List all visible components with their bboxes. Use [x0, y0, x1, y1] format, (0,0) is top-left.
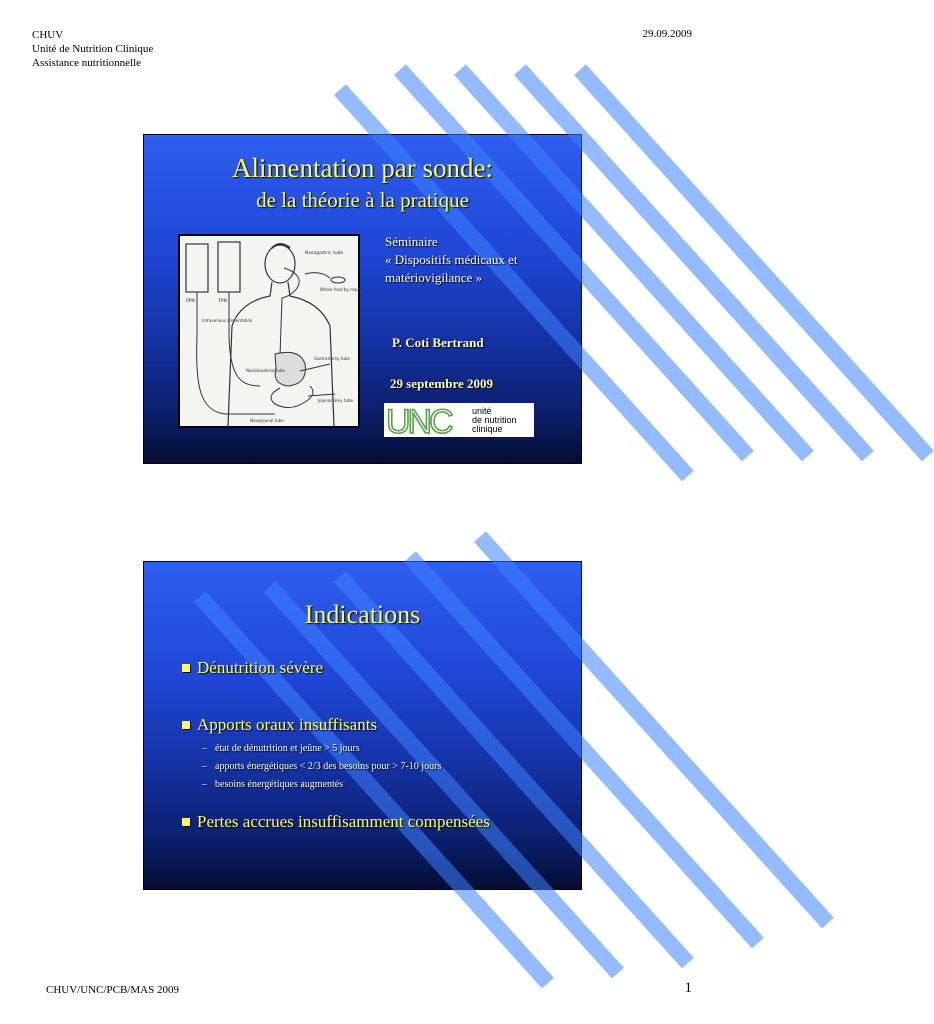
bullet-item — [182, 715, 377, 735]
header-line-2: Unité de Nutrition Clinique — [32, 43, 154, 55]
label-ppn: PPN — [186, 299, 195, 304]
label-whole-food: Whole food by mouth — [320, 287, 364, 292]
bullet-item — [182, 812, 490, 832]
seminar-info — [385, 233, 565, 287]
sub-bullet-text: apports énergétiques < 2/3 des besoins pour > 7-10 jours — [215, 761, 442, 772]
sub-bullet-item — [202, 758, 441, 776]
footer-reference: CHUV/UNC/PCB/MAS 2009 — [46, 984, 179, 996]
slide-1 — [143, 134, 582, 464]
label-intravenous: Intravenous alimentation — [202, 318, 253, 323]
label-gastrostomy: Gastrostomy tube — [314, 356, 350, 361]
anatomy-diagram — [180, 236, 364, 426]
unc-logo-mark — [384, 403, 468, 441]
bullet-item — [182, 658, 323, 678]
label-nasoduodenal: Nasoduodenal tube — [246, 368, 285, 373]
unc-logo — [384, 403, 534, 441]
bullet-square-icon — [182, 818, 190, 826]
logo-line-3: clinique — [472, 423, 503, 434]
page-header — [32, 28, 153, 70]
sub-bullet-list — [202, 740, 441, 794]
sub-bullet-item — [202, 776, 441, 794]
label-tpn: TPN — [218, 299, 227, 304]
slide-1-subtitle: de la théorie à la pratique — [256, 188, 469, 212]
bullet-text: Pertes accrues insuffisamment compensées — [197, 812, 490, 831]
sub-bullet-text: besoins énergétiques augmentés — [215, 779, 344, 790]
logo-line-2: de nutrition — [472, 414, 517, 425]
dash-marker: – — [202, 743, 207, 754]
seminar-label: Séminaire — [385, 234, 438, 249]
slide-2-title: Indications — [304, 600, 421, 629]
bullet-square-icon — [182, 721, 190, 729]
logo-mark-text: UNC — [386, 403, 451, 441]
label-nasojejunal: Nasojejunal tube — [250, 418, 284, 423]
seminar-date: 29 septembre 2009 — [390, 376, 494, 391]
label-jejunostomy: Jejunostomy tube — [318, 398, 354, 403]
dash-marker: – — [202, 761, 207, 772]
logo-wordmark — [472, 407, 517, 434]
label-nasogastric: Nasogastric tube — [305, 251, 344, 256]
header-line-3: Assistance nutritionnelle — [32, 57, 142, 69]
logo-line-1: unité — [472, 405, 492, 416]
slide-2 — [143, 561, 582, 890]
page-number: 1 — [684, 980, 692, 996]
bullet-square-icon — [182, 664, 190, 672]
author-name: P. Coti Bertrand — [392, 335, 484, 350]
sub-bullet-text: état de dénutrition et jeûne > 5 jours — [215, 743, 360, 754]
dash-marker: – — [202, 779, 207, 790]
header-date: 29.09.2009 — [642, 28, 692, 40]
sub-bullet-item — [202, 740, 441, 758]
slide-1-title: Alimentation par sonde: — [232, 153, 493, 183]
bullet-text: Apports oraux insuffisants — [197, 715, 378, 734]
bullet-text: Dénutrition sévère — [197, 658, 324, 677]
seminar-title: « Dispositifs médicaux et matériovigilance » — [385, 252, 518, 285]
feeding-tube-illustration — [178, 234, 364, 428]
header-line-1: CHUV — [32, 29, 64, 41]
